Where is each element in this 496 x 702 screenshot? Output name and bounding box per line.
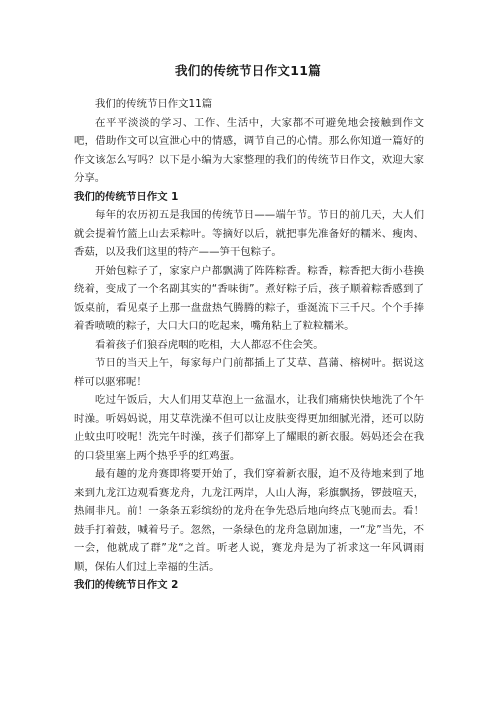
- body-paragraph: 节日的当天上午，每家每户门前都插上了艾草、菖蒲、榕树叶。据说这样可以驱邪呢！: [74, 357, 424, 388]
- body-paragraph: 吃过午饭后，大人们用艾草泡上一盆温水，让我们痛痛快快地洗了个午时澡。听妈妈说，用艾草洗澡不但可以让皮肤变得更加细腻光滑，还可以防止蚊虫叮咬呢！洗完午时澡，孩子们都穿上了耀眼的新衣服。妈妈还会在我的口袋里塞上两个热乎乎的红鸡蛋。: [74, 394, 424, 462]
- body-paragraph: 看着孩子们狼吞虎咽的吃相，大人都忍不住会笑。: [95, 338, 324, 351]
- subtitle-line: 我们的传统节日作文11篇: [95, 98, 213, 110]
- body-paragraph: 最有趣的龙舟赛即将要开始了，我们穿着新衣服，迫不及待地来到了地来到九龙江边观看赛龙舟，九龙江两岸，人山人海，彩旗飘扬，锣鼓喧天，热闹非凡。前！一条条五彩缤纷的龙舟在争先恐后地向终点飞驰而去。看！鼓手打着鼓，喊着号子。忽然，一条绿色的龙舟急剧加速，一“龙”当先，不一会，他就成了群”龙“之首。听老人说，赛龙舟是为了祈求这一年风调雨顺，保佑人们过上幸福的生活。: [74, 468, 424, 573]
- document-title: 我们的传统节日作文11篇: [175, 63, 321, 78]
- intro-paragraph: 在平平淡淡的学习、工作、生活中，大家都不可避免地会接触到作文吧，借助作文可以宣泄心中的情感，调节自己的心情。那么你知道一篇好的作文该怎么写吗？以下是小编为大家整理的我们的传统节日作文，欢迎大家分享。: [74, 116, 424, 184]
- section-heading-1: 我们的传统节日作文 1: [74, 190, 179, 203]
- body-paragraph: 每年的农历初五是我国的传统节日——端午节。节日的前几天，大人们就会提着竹篮上山去采粽叶。等摘好以后，就把事先准备好的糯米、瘦肉、香菇，以及我们这里的特产——笋干包粽子。: [74, 209, 424, 258]
- section-heading-2: 我们的传统节日作文 2: [74, 579, 179, 591]
- body-paragraph: 开始包粽子了，家家户户都飘满了阵阵粽香。粽香，粽香把大街小巷换绕着，变成了一个名副其实的“香味街”。煮好粽子后，孩子顺着粽香感到了饭桌前，看见桌子上那一盘盘热气腾腾的粽子，垂涎流下三千尺。个个手捧着香喷喷的粽子，大口大口的吃起来，嘴角粘上了粒粒糯米。: [74, 264, 424, 332]
- document-body: [74, 95, 424, 595]
